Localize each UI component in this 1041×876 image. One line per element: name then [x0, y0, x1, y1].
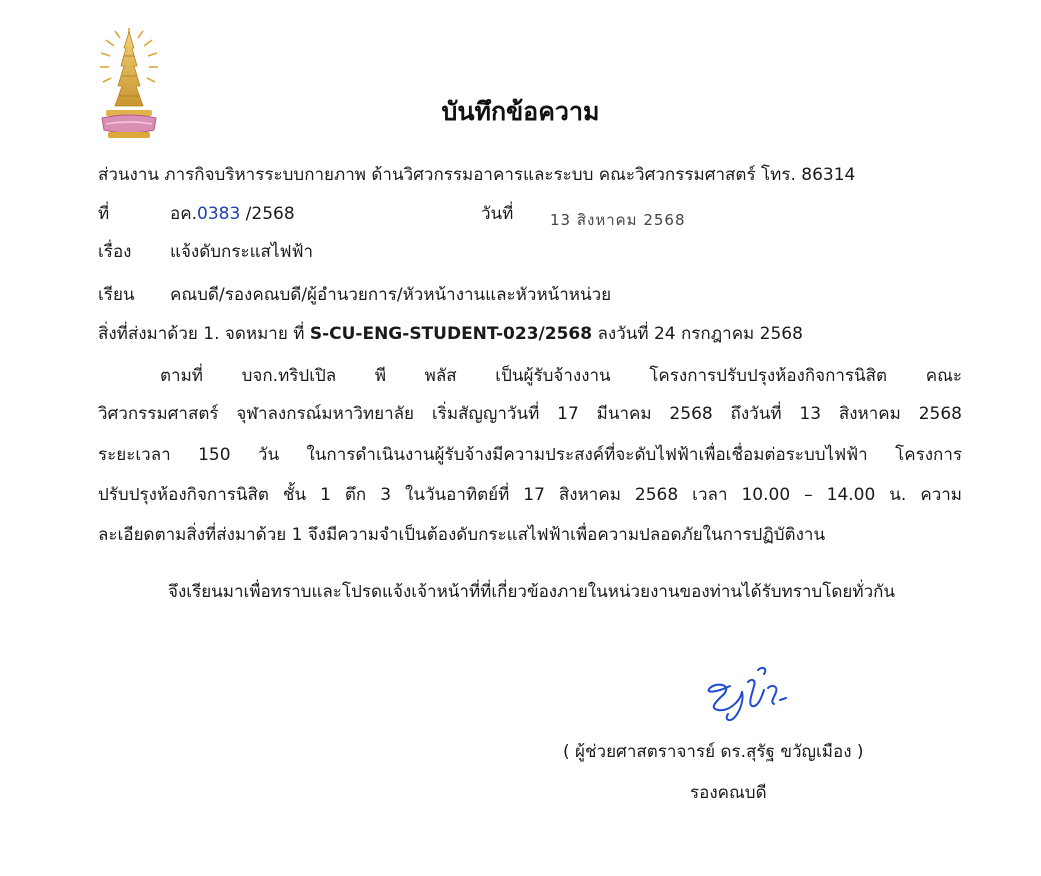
signatory-name: ( ผู้ช่วยศาสตราจารย์ ดร.สุรัฐ ขวัญเมือง )	[563, 742, 864, 762]
enclosure-ref: S-CU-ENG-STUDENT-023/2568	[309, 324, 593, 344]
to-label: เรียน	[98, 285, 135, 305]
date-value: 13 สิงหาคม 2568	[550, 211, 686, 229]
to-value: คณบดี/รองคณบดี/ผู้อำนวยการ/หัวหน้างานและหัวหน้าหน่วย	[170, 285, 612, 305]
body-line-4: ปรับปรุงห้องกิจการนิสิต ชั้น 1 ตึก 3 ในวันอาทิตย์ที่ 17 สิงหาคม 2568 เวลา 10.00 – 14.00 น. ความ	[98, 485, 962, 505]
ref-year: /2568	[240, 204, 295, 224]
memo-title: บันทึกข้อความ	[441, 97, 600, 126]
subject-label: เรื่อง	[98, 242, 132, 262]
enclosure-suffix: ลงวันที่ 24 กรกฎาคม 2568	[592, 324, 803, 344]
ref-label: ที่	[98, 204, 110, 224]
enclosure-line	[98, 326, 803, 343]
body-line-2: วิศวกรรมศาสตร์ จุฬาลงกรณ์มหาวิทยาลัย เริ่มสัญญาวันที่ 17 มีนาคม 2568 ถึงวันที่ 13 สิงหาคม 2568	[98, 404, 962, 424]
closing-sentence: จึงเรียนมาเพื่อทราบและโปรดแจ้งเจ้าหน้าที่ที่เกี่ยวข้องภายในหน่วยงานของท่านได้รับทราบโดยทั่วกัน	[168, 582, 896, 602]
ref-number	[170, 206, 295, 223]
department-label: ส่วนงาน	[98, 165, 160, 185]
date-label: วันที่	[481, 204, 514, 224]
signatory-position: รองคณบดี	[690, 783, 767, 803]
department-line	[98, 167, 855, 184]
handwritten-signature	[696, 660, 792, 726]
ref-prefix: อค.	[170, 204, 197, 224]
body-line-5: ละเอียดตามสิ่งที่ส่งมาด้วย 1 จึงมีความจำเป็นต้องดับกระแสไฟฟ้าเพื่อความปลอดภัยในการปฏิบัติงาน	[98, 525, 826, 545]
department-value: ภารกิจบริหารระบบกายภาพ ด้านวิศวกรรมอาคารและระบบ คณะวิศวกรรมศาสตร์ โทร. 86314	[164, 165, 856, 185]
enclosure-prefix: สิ่งที่ส่งมาด้วย 1. จดหมาย ที่	[98, 324, 310, 344]
ref-number-value: 0383	[197, 204, 241, 224]
subject-value: แจ้งดับกระแสไฟฟ้า	[170, 242, 314, 262]
body-line-1: ตามที่ บจก.ทริปเปิล พี พลัส เป็นผู้รับจ้างงาน โครงการปรับปรุงห้องกิจการนิสิต คณะ	[160, 366, 962, 386]
body-line-3: ระยะเวลา 150 วัน ในการดำเนินงานผู้รับจ้างมีความประสงค์ที่จะดับไฟฟ้าเพื่อเชื่อมต่อระบบไฟฟ้า โครงการ	[98, 445, 962, 465]
